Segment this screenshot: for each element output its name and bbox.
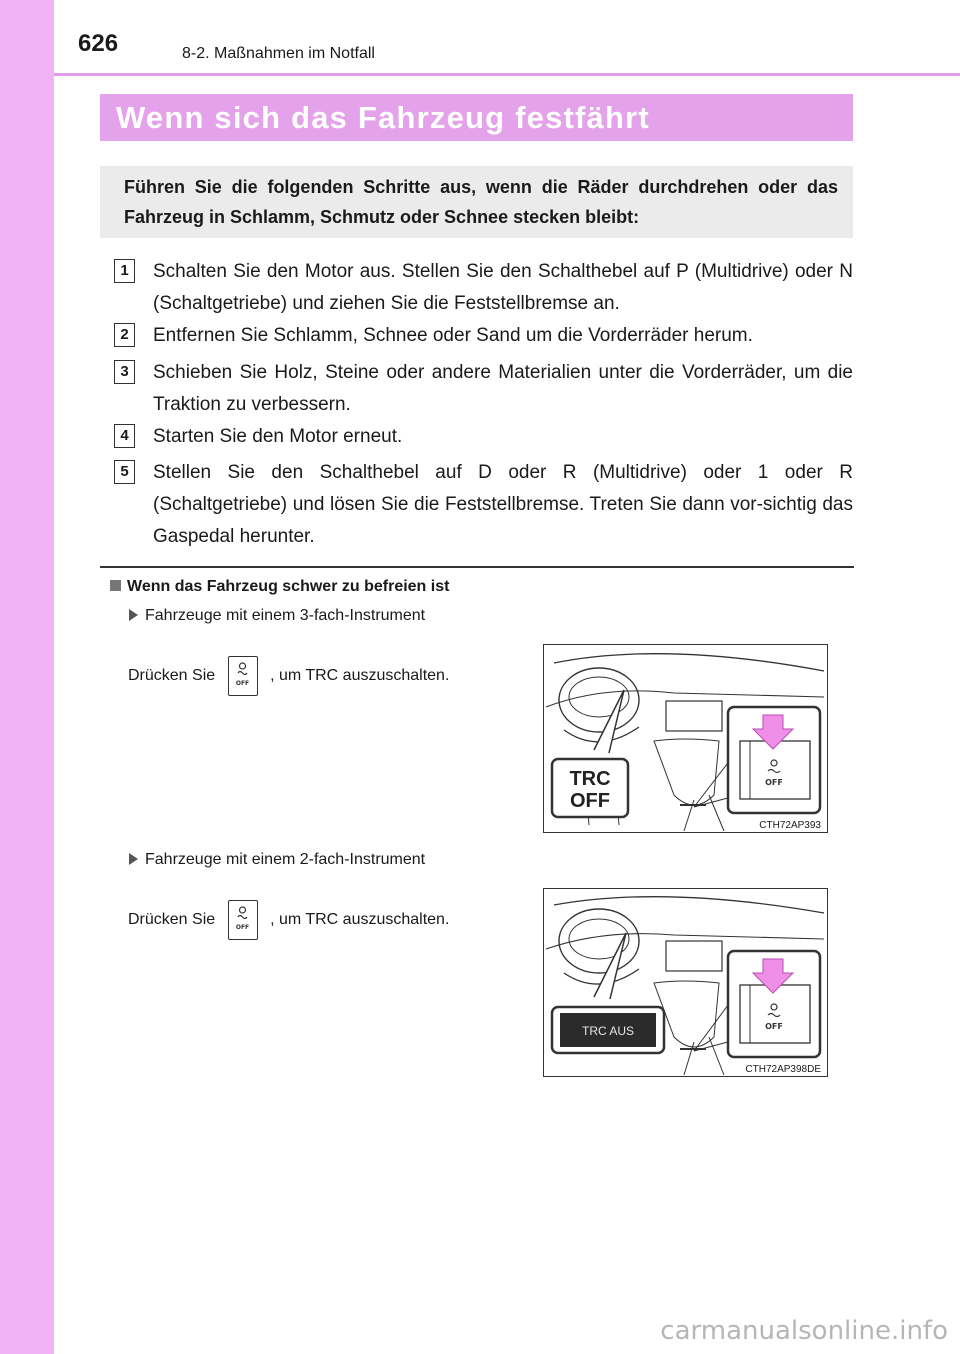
intro-text: Führen Sie die folgenden Schritte aus, wenn die Räder durchdrehen oder das Fahrzeug in Schlamm, Schmutz oder Schnee stecken bleibt: <box>124 177 838 227</box>
svg-text:OFF: OFF <box>235 924 249 931</box>
step-text: Schieben Sie Holz, Steine oder andere Materialien unter die Vorderräder, um die Traktion zu verbessern. <box>153 362 853 415</box>
step-text: Starten Sie den Motor erneut. <box>153 426 403 447</box>
trc-aus-callout: TRC AUS <box>581 1024 635 1038</box>
trc-callout-line1: TRC <box>569 768 611 790</box>
section-title-bar <box>100 94 853 141</box>
figure-code: CTH72AP393 <box>759 820 821 831</box>
step-number-badge: 1 <box>114 259 135 283</box>
watermark: carmanualsonline.info <box>660 1316 948 1346</box>
step-number-badge: 4 <box>114 424 135 448</box>
step-number-badge: 5 <box>114 460 135 484</box>
side-color-band <box>0 0 54 1354</box>
svg-text:OFF: OFF <box>765 778 783 787</box>
variant-label-3-fach: Fahrzeuge mit einem 3-fach-Instrument <box>129 607 425 625</box>
step-text: Schalten Sie den Motor aus. Stellen Sie den Schalthebel auf P (Multidrive) oder N (Schaltgetriebe) und ziehen Sie die Feststellbremse an. <box>153 261 853 314</box>
step-number-badge: 3 <box>114 360 135 384</box>
figure-code: CTH72AP398DE <box>745 1064 821 1075</box>
svg-text:OFF: OFF <box>765 1022 783 1031</box>
step-text: Entfernen Sie Schlamm, Schnee oder Sand um die Vorderräder herum. <box>153 325 753 346</box>
page-title: Wenn sich das Fahrzeug festfährt <box>116 100 650 135</box>
triangle-bullet-icon <box>129 853 138 865</box>
step-number-badge: 2 <box>114 323 135 347</box>
step-text: Stellen Sie den Schalthebel auf D oder R (Multidrive) oder 1 oder R (Schaltgetriebe) und lösen Sie die Feststellbremse. Treten Sie dann vor-sichtig das Gaspedal herunter. <box>153 462 853 547</box>
square-bullet-icon <box>110 580 121 591</box>
section-heading: Wenn das Fahrzeug schwer zu befreien ist <box>110 578 449 596</box>
intro-box <box>100 166 853 238</box>
svg-text:OFF: OFF <box>235 680 249 687</box>
triangle-bullet-icon <box>129 609 138 621</box>
dashboard-figure-3-fach <box>543 644 828 833</box>
trc-off-button-icon <box>228 656 258 696</box>
header-rule <box>54 73 960 76</box>
trc-off-button-icon <box>228 900 258 940</box>
press-instruction: Drücken Sie OFF , um TRC auszuschalten. <box>128 900 449 940</box>
dashboard-figure-2-fach <box>543 888 828 1077</box>
trc-callout-line2: OFF <box>570 790 610 812</box>
variant-label-2-fach: Fahrzeuge mit einem 2-fach-Instrument <box>129 851 425 869</box>
section-divider <box>100 566 854 568</box>
page-number: 626 <box>78 30 119 57</box>
breadcrumb: 8-2. Maßnahmen im Notfall <box>182 45 375 62</box>
press-instruction: Drücken Sie OFF , um TRC auszuschalten. <box>128 656 449 696</box>
